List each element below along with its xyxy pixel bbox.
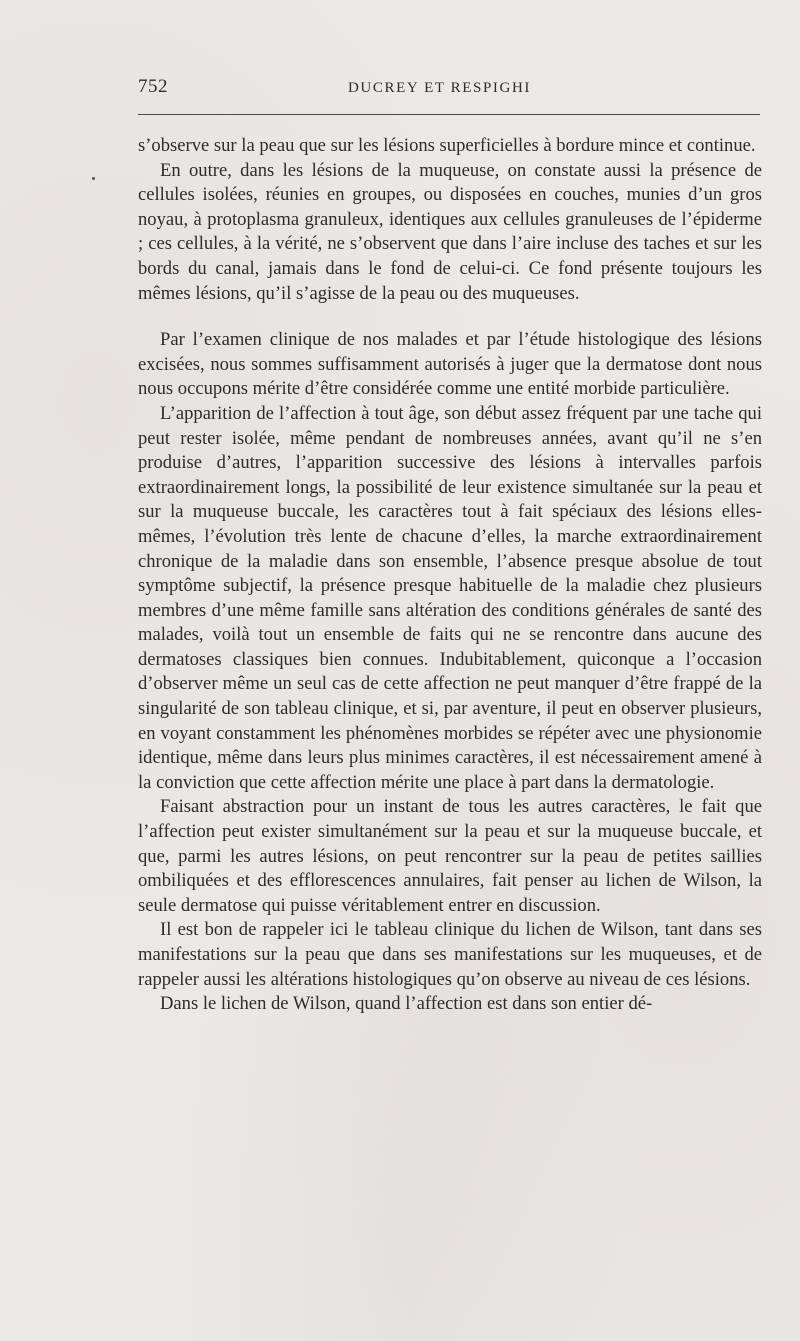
page-header	[138, 76, 760, 106]
running-head: DUCREY ET RESPIGHI	[348, 80, 531, 96]
body-text	[138, 134, 762, 1017]
paragraph-6: Il est bon de rappeler ici le tableau clinique du lichen de Wilson, tant dans ses manifestations sur la peau que dans ses manifestations sur les muqueuses, et de rappeler aussi les altérations histologiques qu’on observe au niveau de ces lésions.	[138, 919, 762, 990]
paragraph-3: Par l’examen clinique de nos malades et par l’étude histologique des lésions excisées, nous sommes suffisamment autorisés à juger que la dermatose dont nous nous occupons mérite d’être considérée comme une entité morbide particulière.	[138, 329, 762, 400]
page-number: 752	[138, 76, 168, 97]
ink-speck	[92, 177, 95, 180]
paragraph-4: L’apparition de l’affection à tout âge, son début assez fréquent par une tache qui peut rester isolée, même pendant de nombreuses années, avant qu’il ne s’en produise d’autres, l’apparition successive des lésions à intervalles parfois extraordinairement longs, la possibilité de leur existence simultanée sur la peau et sur la muqueuse buccale, les caractères tout à fait spéciaux des lésions elles-mêmes, l’évolution très lente de chacune d’elles, la marche extraordinairement chronique de la maladie dans son ensemble, l’absence presque absolue de tout symptôme subjectif, la présence presque habituelle de la maladie chez plusieurs membres d’une même famille sans altération des conditions générales de santé des malades, voilà tout un ensemble de faits qui ne se rencontre dans aucune des dermatoses classiques bien connues. Indubitablement, quiconque a l’occasion d’observer même un seul cas de cette affection ne peut manquer d’être frappé de la singularité de son tableau clinique, et si, par aventure, il peut en observer plusieurs, en voyant constamment les phénomènes morbides se répéter avec une physionomie identique, même dans leurs plus minimes caractères, il est nécessairement amené à la conviction que cette affection mérite une place à part dans la dermatologie.	[138, 402, 762, 793]
paragraph-1: s’observe sur la peau que sur les lésions superficielles à bordure mince et continue.	[138, 135, 756, 156]
paragraph-5: Faisant abstraction pour un instant de tous les autres caractères, le fait que l’affection peut exister simultanément sur la peau et sur la muqueuse buccale, et que, parmi les autres lésions, on peut rencontrer sur la peau de petites saillies ombiliquées et des efflorescences annulaires, fait penser au lichen de Wilson, la seule dermatose qui puisse véritablement entrer en discussion.	[138, 796, 762, 916]
header-rule	[138, 114, 760, 115]
paragraph-7: Dans le lichen de Wilson, quand l’affection est dans son entier dé-	[160, 993, 653, 1015]
paragraph-2: En outre, dans les lésions de la muqueuse, on constate aussi la présence de cellules isolées, réunies en groupes, ou disposées en couches, munies d’un gros noyau, à protoplasma granuleux, identiques aux cellules granuleuses de l’épiderme ; ces cellules, à la vérité, ne s’observent que dans l’aire incluse des taches et sur les bords du canal, jamais dans le fond de celui-ci. Ce fond présente toujours les mêmes lésions, qu’il s’agisse de la peau ou des muqueuses.	[138, 159, 762, 304]
